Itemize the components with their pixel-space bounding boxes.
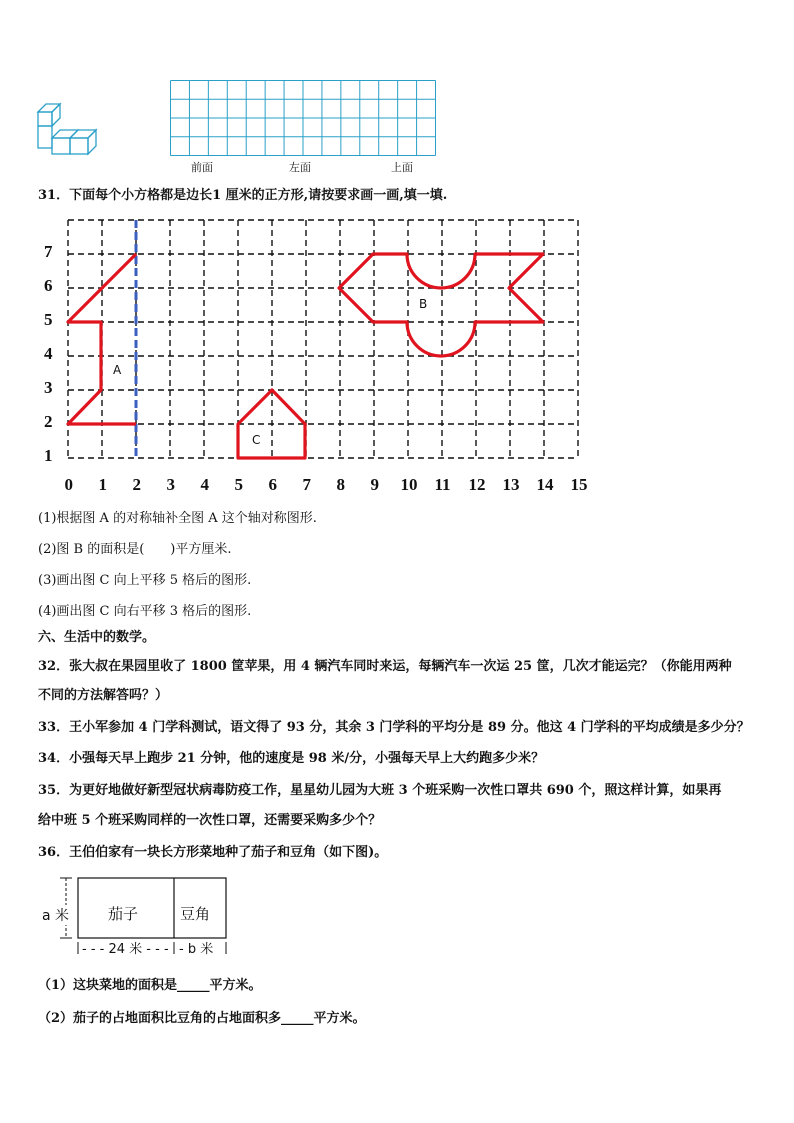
q31-sub2: (2)图 B 的面积是( )平方厘米. [38,542,232,557]
q31-sub1: (1)根据图 A 的对称轴补全图 A 这个轴对称图形. [38,511,317,526]
q31-sub3: (3)画出图 C 向上平移 5 格后的图形. [38,573,252,588]
y-tick-label: 2 [44,412,53,431]
x-tick-label: 5 [234,475,243,494]
x-tick-label: 11 [434,475,451,494]
figure-a-label: A [113,363,122,377]
cube-stack-figure [34,100,100,158]
x-tick-label: 13 [502,475,520,494]
x-tick-label: 7 [302,475,311,494]
view-label-front: 前面 [191,161,213,174]
q34-text: 34．小强每天早上跑步 21 分钟，他的速度是 98 米/分，小强每天早上大约跑多少米？ [38,751,545,766]
q31-grid-figure[interactable] [0,210,794,505]
q31-sub4: (4)画出图 C 向右平移 3 格后的图形. [38,604,252,619]
field-width-1-label: - - - 24 米 - - - [82,942,169,957]
field-left-label: 茄子 [108,905,139,923]
three-view-grid[interactable] [170,80,436,156]
section-6-title: 六、生活中的数学。 [38,630,156,645]
x-tick-label: 14 [536,475,554,494]
x-tick-label: 12 [468,475,486,494]
q35-line1: 35．为更好地做好新型冠状病毒防疫工作，星星幼儿园为大班 3 个班采购一次性口罩共 690 个，照这样计算，如果再 [38,783,722,798]
y-tick-label: 4 [44,344,53,363]
q36-text: 36．王伯伯家有一块长方形菜地种了茄子和豆角（如下图)。 [38,845,388,860]
view-label-top: 上面 [391,161,413,174]
y-tick-label: 1 [44,446,53,465]
y-tick-label: 3 [44,378,53,397]
x-tick-label: 2 [132,475,141,494]
q36-sub1: （1）这块菜地的面积是_____平方米。 [38,978,262,993]
x-tick-label: 1 [98,475,107,494]
x-tick-label: 3 [166,475,175,494]
field-width-2-value: b 米 [187,942,214,957]
q33-text: 33．王小军参加 4 门学科测试，语文得了 93 分，其余 3 门学科的平均分是 89 分。他这 4 门学科的平均成绩是多少分？ [38,720,750,735]
field-right-label: 豆角 [180,905,211,923]
field-width-2-label: - b 米 [179,942,214,957]
q32-line2: 不同的方法解答吗？） [38,688,169,703]
view-label-left: 左面 [289,161,311,174]
x-tick-label: 15 [570,475,588,494]
figure-b-label: B [419,297,428,311]
q35-line2: 给中班 5 个班采购同样的一次性口罩，还需要采购多少个？ [38,813,382,828]
q32-line1: 32．张大叔在果园里收了 1800 筐苹果，用 4 辆汽车同时来运，每辆汽车一次运 25 筐，几次才能运完？（你能用两种 [38,659,732,674]
q36-sub2: （2）茄子的占地面积比豆角的占地面积多_____平方米。 [38,1011,366,1026]
x-tick-label: 10 [400,475,418,494]
x-tick-label: 9 [370,475,379,494]
y-tick-label: 5 [44,310,53,329]
field-width-1-value: 24 米 [108,942,143,957]
figure-c-label: C [252,433,261,447]
x-tick-label: 6 [268,475,277,494]
x-tick-label: 4 [200,475,209,494]
x-tick-label: 0 [64,475,73,494]
x-tick-label: 8 [336,475,345,494]
y-tick-label: 7 [44,242,53,261]
figure-a-shape[interactable] [68,254,136,424]
field-height-label: a 米 [42,905,69,925]
figure-b-shape[interactable] [339,254,543,356]
y-tick-label: 6 [44,276,53,295]
q31-prompt: 31．下面每个小方格都是边长1 厘米的正方形,请按要求画一画,填一填. [38,188,448,203]
